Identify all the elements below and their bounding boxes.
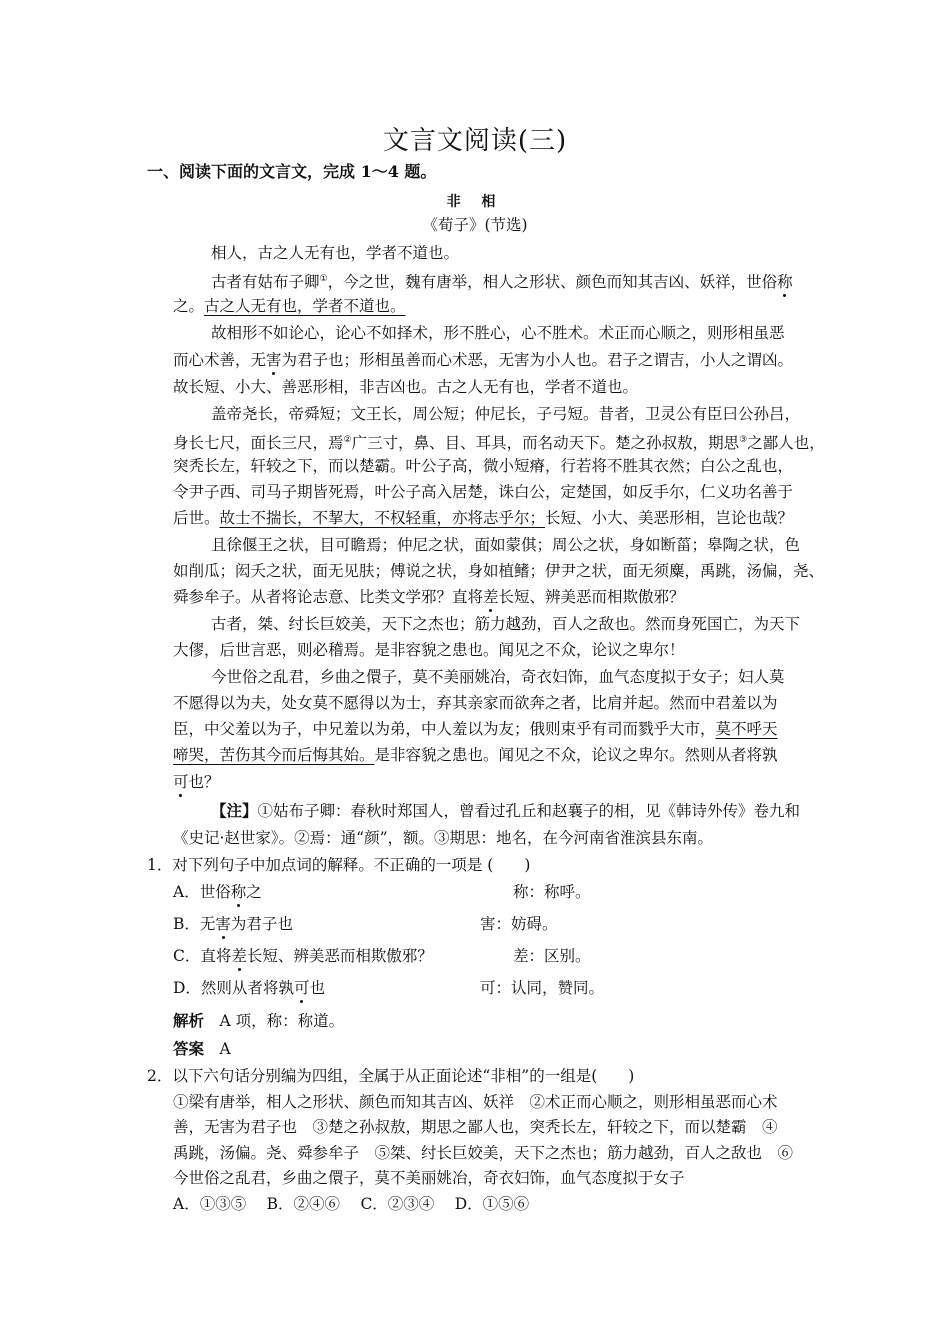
passage-line: 可也？ xyxy=(173,773,220,791)
question-1-answer: 答案 A xyxy=(173,1039,231,1058)
dotted-word: 称 xyxy=(777,273,793,292)
passage-source: 《荀子》(节选) xyxy=(422,216,528,234)
question-1-stem: 1．对下列句子中加点词的解释。不正确的一项是 ( ) xyxy=(147,856,531,874)
underlined-sentence: 故士不揣长，不挈大，不权轻重，亦将志乎尔； xyxy=(219,509,546,527)
question-1-option-a-explanation: 称：称呼。 xyxy=(513,883,591,901)
question-2-text-line: 禹跳，汤偏。尧、舜参牟子 ⑤桀、纣长巨姣美，天下之杰也；筋力越劲，百人之敌也 ⑥ xyxy=(173,1144,794,1162)
note-line: 《史记·赵世家》。②焉：通“颜”，额。③期思：地名，在今河南省淮滨县东南。 xyxy=(173,829,714,847)
passage-title: 非 相 xyxy=(446,194,504,210)
passage-line: 后世。故士不揣长，不挈大，不权轻重，亦将志乎尔；长短、小大、美恶形相，岂论也哉？ xyxy=(173,509,794,527)
passage-line: 如削瓜；闳夭之状，面无见肤；傅说之状，身如植鳍；伊尹之状，面无须麋，禹跳，汤偏，尧、 xyxy=(173,562,825,580)
dotted-word: 可 xyxy=(173,773,189,791)
note-line: 【注】①姑布子卿：春秋时郑国人，曾看过孔丘和赵襄子的相，见《韩诗外传》卷九和 xyxy=(211,801,801,820)
underlined-sentence: 莫不呼天 xyxy=(715,720,778,738)
underlined-sentence: 古之人无有也，学者不道也。 xyxy=(204,297,406,315)
passage-line: 身长七尺，面长三尺，焉②广三寸，鼻、目、耳具，而名动天下。楚之孙叔敖，期思③之鄙人也， xyxy=(173,434,825,453)
underlined-sentence: 啼哭，苦伤其今而后悔其始。 xyxy=(173,746,375,764)
passage-line: 舜参牟子。从者将论志意、比类文学邪？直将差长短、辨美恶而相欺傲邪？ xyxy=(173,588,685,606)
passage-line: 故相形不如论心，论心不如择术，形不胜心，心不胜术。术正而心顺之，则形相虽恶 xyxy=(211,324,785,342)
passage-line: 臣，中父羞以为子，中兄羞以为弟，中人羞以为友；俄则束乎有司而戮乎大市，莫不呼天 xyxy=(173,720,778,738)
passage-line: 不愿得以为夫，处女莫不愿得以为士，弃其亲家而欲奔之者，比肩并起。然而中君羞以为 xyxy=(173,694,778,712)
passage-line: 盖帝尧长，帝舜短；文王长，周公短；仲尼长，子弓短。昔者，卫灵公有臣曰公孙吕， xyxy=(211,405,801,423)
question-1-option-b-explanation: 害：妨碍。 xyxy=(480,915,558,933)
question-1-option-d: D．然则从者将孰可也 xyxy=(173,979,325,997)
passage-line: 相人，古之人无有也，学者不道也。 xyxy=(211,244,460,262)
passage-line: 啼哭，苦伤其今而后悔其始。是非容貌之患也。闻见之不众，论议之卑尔。然则从者将孰 xyxy=(173,746,778,764)
passage-line: 突秃长左，轩较之下，而以楚霸。叶公子高，微小短瘠，行若将不胜其衣然；白公之乱也， xyxy=(173,457,794,475)
passage-line: 故长短、小大、善恶形相，非吉凶也。古之人无有也，学者不道也。 xyxy=(173,378,639,396)
passage-line: 而心术善，无害为君子也；形相虽善而心术恶，无害为小人也。君子之谓吉，小人之谓凶。 xyxy=(173,351,794,369)
question-1-option-d-explanation: 可：认同，赞同。 xyxy=(480,979,605,997)
section-intro: 一、阅读下面的文言文，完成 1～4 题。 xyxy=(147,162,437,181)
question-2-options: A．①③⑤ B．②④⑥ C．②③④ D．①⑤⑥ xyxy=(173,1195,530,1213)
question-2-text-line: 善，无害为君子也 ③楚之孙叔敖，期思之鄙人也，突秃长左，轩较之下，而以楚霸 ④ xyxy=(173,1118,778,1136)
passage-line: 且徐偃王之状，目可瞻焉；仲尼之状，面如蒙倛；周公之状，身如断菑；皋陶之状，色 xyxy=(211,536,801,554)
question-2-text-line: ①梁有唐举，相人之形状、颜色而知其吉凶、妖祥 ②术正而心顺之，则形相虽恶而心术 xyxy=(173,1093,778,1111)
dotted-word: 害 xyxy=(266,351,282,369)
passage-line: 大僇，后世言恶，则必稽焉。是非容貌之患也。闻见之不众，论议之卑尔！ xyxy=(173,641,685,659)
question-1-analysis: 解析 A 项，称：称道。 xyxy=(173,1011,345,1030)
question-1-option-a: A．世俗称之 xyxy=(173,883,262,901)
dotted-word: 差 xyxy=(483,588,499,606)
note-label: 【注】 xyxy=(211,801,258,820)
passage-line: 今世俗之乱君，乡曲之儇子，莫不美丽姚冶，奇衣妇饰，血气态度拟于女子；妇人莫 xyxy=(211,668,785,686)
question-2-stem: 2．以下六句话分别编为四组，全属于从正面论述“非相”的一组是( ) xyxy=(147,1067,635,1085)
question-1-option-c-explanation: 差：区别。 xyxy=(513,947,591,965)
question-1-option-c: C．直将差长短、辨美恶而相欺傲邪？ xyxy=(173,947,433,965)
passage-line: 古者，桀、纣长巨姣美，天下之杰也；筋力越劲，百人之敌也。然而身死国亡，为天下 xyxy=(211,615,801,633)
question-2-text-line: 今世俗之乱君，乡曲之儇子，莫不美丽姚冶，奇衣妇饰，血气态度拟于女子 xyxy=(173,1169,685,1187)
passage-line: 令尹子西、司马子期皆死焉，叶公子高入居楚，诛白公，定楚国，如反手尔，仁义功名善于 xyxy=(173,483,794,501)
page-title: 文言文阅读(三) xyxy=(382,126,568,156)
passage-line: 古者有姑布子卿①，今之世，魏有唐举，相人之形状、颜色而知其吉凶、妖祥，世俗称 xyxy=(211,273,793,292)
question-1-option-b: B．无害为君子也 xyxy=(173,915,293,933)
passage-line: 之。古之人无有也，学者不道也。 xyxy=(173,297,406,315)
